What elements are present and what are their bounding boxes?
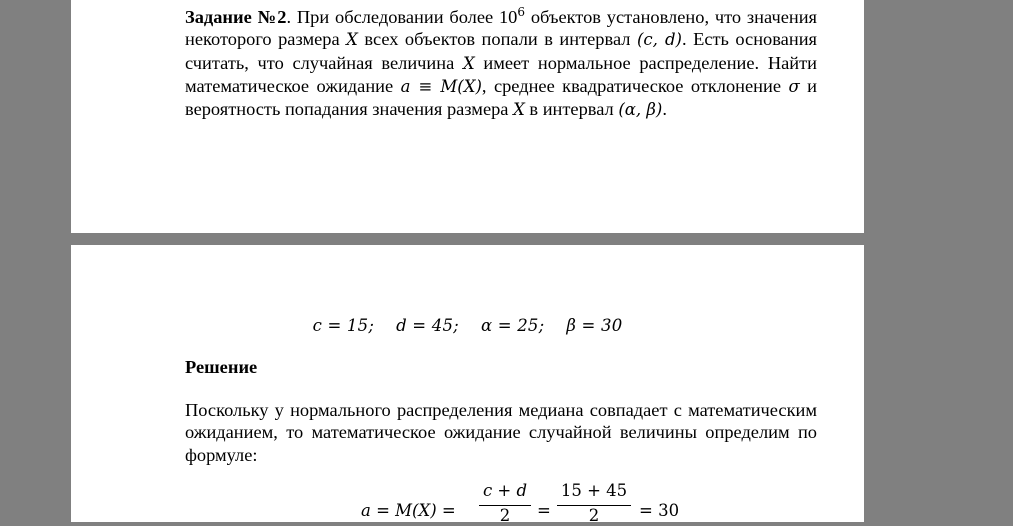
task-line-2: некоторого размера X всех объектов попали в интервал (c, d). Есть основания: [185, 29, 817, 50]
param-c: c = 15;: [312, 316, 375, 335]
task-line-3: считать, что случайная величина X имеет нормальное распределение. Найти: [185, 52, 817, 73]
solution-text: [185, 399, 817, 466]
task-title: Задание №2: [185, 7, 287, 27]
param-alpha: α = 25;: [480, 316, 545, 335]
task-statement: [185, 6, 817, 121]
task-line-1: Задание №2. При обследовании более $10^6$ объектов установлено, что значения: [185, 5, 818, 27]
param-d: d = 45;: [396, 316, 459, 335]
param-beta: β = 30: [566, 316, 623, 335]
formula-equals: =: [537, 501, 551, 520]
solution-line-3: формуле:: [185, 444, 258, 465]
formula-fraction-1: [479, 481, 531, 526]
fraction-2-denominator: 2: [588, 506, 600, 525]
given-parameters: [71, 316, 864, 336]
fraction-2-numerator: 15 + 45: [560, 481, 628, 500]
document-page-1: [71, 0, 864, 233]
solution-line-2: ожиданием, то математическое ожидание случайной величины определим по: [185, 422, 817, 443]
formula-lhs: a = M(X) =: [361, 501, 456, 520]
solution-line-1: Поскольку у нормального распределения медиана совпадает с математическим: [185, 400, 817, 420]
document-page-2: [71, 245, 864, 525]
task-line-5: вероятность попадания значения размера X в интервал (α, β).: [185, 99, 667, 120]
fraction-1-numerator: c + d: [482, 481, 528, 500]
formula-fraction-2: [557, 481, 631, 526]
solution-heading: Решение: [185, 357, 258, 377]
fraction-1-denominator: 2: [499, 506, 511, 525]
task-line-4: математическое ожидание a ≡ M(X), среднее квадратическое отклонение σ и: [185, 75, 817, 96]
formula-result: = 30: [639, 501, 680, 520]
